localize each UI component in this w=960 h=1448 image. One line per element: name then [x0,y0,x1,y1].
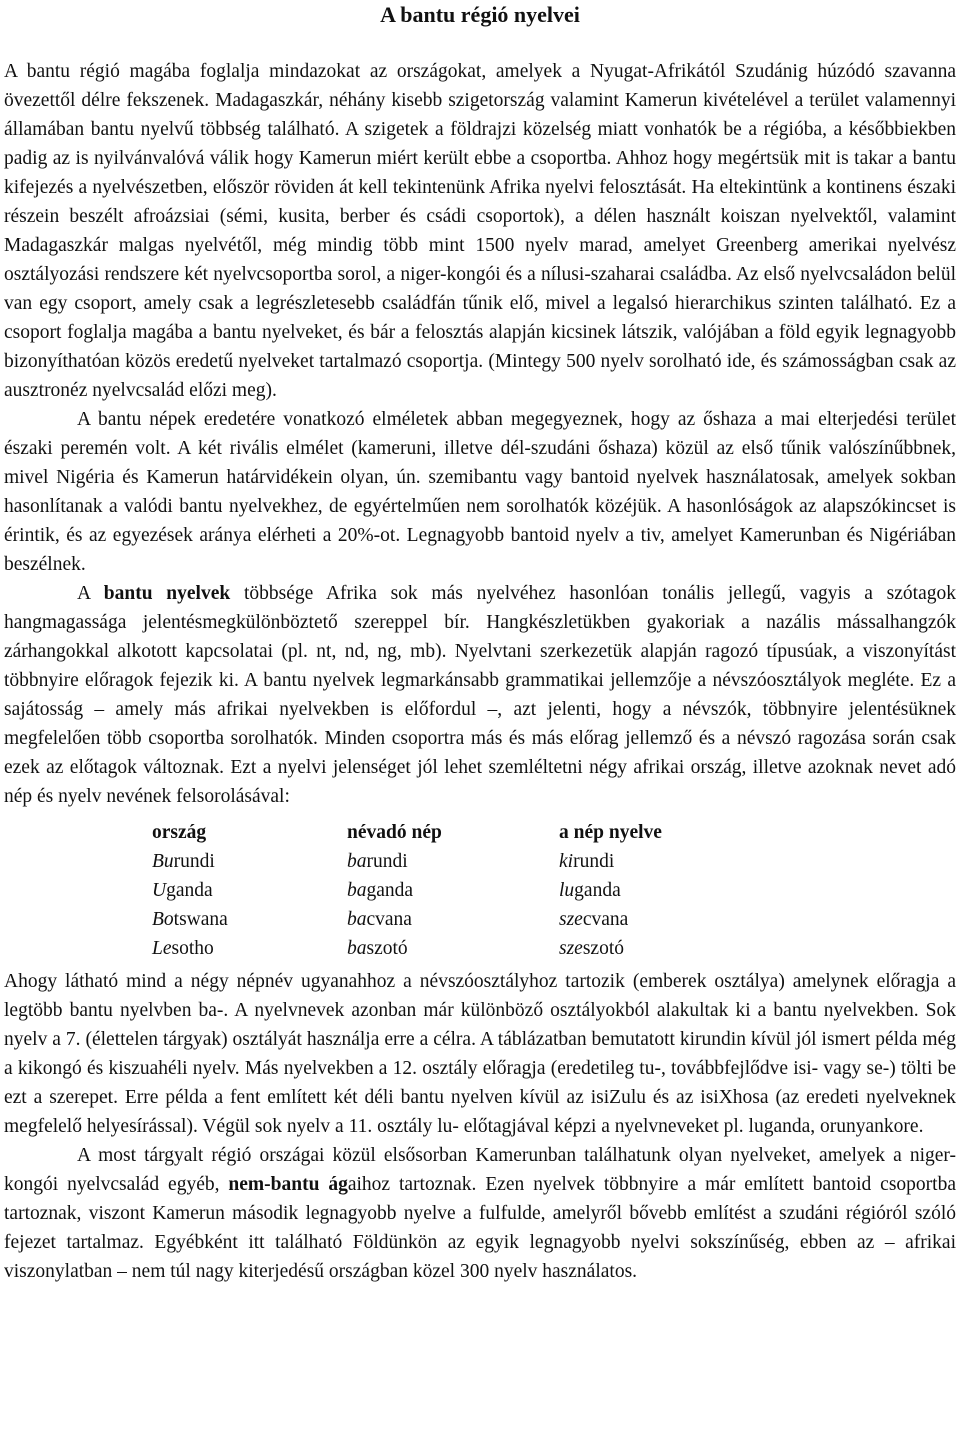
table-cell-country [152,934,347,963]
paragraph-cameroon [4,1141,956,1286]
paragraph-noun-classes: Ahogy látható mind a négy népnév ugyanahhoz a névszóosztályhoz tartozik (emberek osztálya) amelynek előragja a legtöbb bantu nyelvben ba-. A nyelvnevek azonban már különböző osztályokból alakultak ki a bantu nyelvekben. Sok nyelv a 7. (élettelen tárgyak) osztályát használja erre a célra. A táblázatban bemutatott kirundin kívül jól ismert példa még a kikongó és kiszuahéli nyelv. Más nyelvekben a 12. osztály előragja (eredetileg tu-, továbbfejlődve isi- vagy se-) tölti be ezt a szerepet. Erre példa a fent említett két déli bantu nyelven kívül az isiZulu és az isiXhosa (az eredeti nyelveknek megfelelő helyesírással). Végül sok nyelv a 11. osztály lu- előtagjával képzi a nyelvneveket pl. luganda, orunyankore. [4,971,956,1137]
prefix: ki [559,851,574,872]
table-cell-people [347,847,559,876]
table-header-row [152,818,719,847]
stem: rundi [573,851,615,872]
table-cell-country [152,905,347,934]
page-title: A bantu régió nyelvei [380,2,580,27]
paragraph-cameroon-start: A most tárgyalt régió országai közül elsősorban Kamerunban találhatunk olyan nyelveket, amelyek a niger-kongói nyelvcsalád egyéb, [4,1145,956,1195]
prefix: ba [347,880,367,901]
prefix: ba [347,851,367,872]
table-cell-people [347,905,559,934]
stem: rundi [366,851,408,872]
prefix: sze [559,909,583,930]
table-cell-country [152,847,347,876]
stem: cvana [582,909,629,930]
table-cell-language [559,934,719,963]
table-header-people: névadó nép [347,822,442,843]
stem: cvana [366,909,412,930]
paragraph-features-start: A [77,583,104,604]
paragraph-features-rest: többsége Afrika sok más nyelvéhez hasonlóan tonális jellegű, vagyis a szótagok hangmagassága jelentésmegkülönböztető szereppel bír. Hangkészletükben gyakoriak a nazális mássalhangzók zárhangokkal alkotott kapcsolatai (pl. nt, nd, ng, mb). Nyelvtani szerkezetük alapján ragozó típusúak, a viszonyítást többnyire előragok fejezik ki. A bantu nyelvek legmarkánsabb grammatikai jellemzője a névszóosztályok megléte. Ez a sajátosság – amely más afrikai nyelvekben is előfordul –, azt jelenti, hogy a névszók, többnyire jelentésüknek megfelelően több csoportba sorolhatók. Minden csoportra más és más előrag jellemző és a névszó ragozása során csak ezek az előtagok változnak. Ezt a nyelvi jelenséget jól lehet szemléltetni négy afrikai ország, illetve azoknak nevet adó nép és nyelv nevének felsorolásával: [4,583,956,807]
prefix: Le [152,938,172,959]
table-header-country: ország [152,822,207,843]
term-nem-bantu-ag: nem-bantu ág [228,1174,348,1195]
stem: szotó [366,938,408,959]
table-cell-language [559,847,719,876]
prefix: lu [559,880,575,901]
prefix: ba [347,909,367,930]
stem: ganda [166,880,213,901]
table-header-language: a nép nyelve [559,822,662,843]
prefix: U [152,880,167,901]
stem: rundi [173,851,215,872]
table-row [152,905,719,934]
table-row [152,876,719,905]
title-spacer [4,30,956,57]
table-row [152,934,719,963]
stem: tswana [173,909,228,930]
stem: ganda [366,880,414,901]
prefix: Bo [152,909,174,930]
prefix: sze [559,938,583,959]
paragraph-features [4,579,956,811]
table-cell-country [152,876,347,905]
table-cell-people [347,934,559,963]
table-row [152,847,719,876]
paragraph-origin: A bantu népek eredetére vonatkozó elméletek abban megegyeznek, hogy az őshaza a mai elterjedési terület északi peremén volt. A két rivális elmélet (kameruni, illetve dél-szudáni őshaza) közül az első tűnik valószínűbbnek, mivel Nigéria és Kamerun határvidékein olyan, ún. szemibantu vagy bantoid nyelvek használatosak, amelyek sokban hasonlítanak a valódi bantu nyelvekhez, de egyértelműen nem sorolhatók közéjük. A hasonlóságok az alapszókincset is érintik, és az egyezések aránya elérheti a 20%-ot. Legnagyobb bantoid nyelv a tiv, amelyet Kamerunban és Nigériában beszélnek. [4,409,956,575]
table-cell-people [347,876,559,905]
stem: sotho [171,938,214,959]
paragraph-intro: A bantu régió magába foglalja mindazokat az országokat, amelyek a Nyugat-Afrikától Szudánig húzódó szavanna övezettől délre fekszenek. Madagaszkár, néhány kisebb szigetország valamint Kamerun kivételével a terület valamennyi államában bantu nyelvű többség található. A szigetek a földrajzi közelség miatt vonhatók be a régióba, a későbbiekben padig az is nyilvánvalóvá válik hogy Kamerun miért került ebbe a csoportba. Ahhoz hogy megértsük mit is takar a bantu kifejezés a nyelvészetben, először röviden át kell tekintenünk Afrika nyelvi felosztását. Ha eltekintünk a kontinens északi részein beszélt afroázsiai (sémi, kusita, berber és csádi csoportok), a délen használt koiszan nyelvektől, valamint Madagaszkár malgas nyelvétől, még mindig több mint 1500 nyelv marad, amelyet Greenberg amerikai nyelvész osztályozási rendszere két nyelvcsoportba sorol, a niger-kongói és a nílusi-szaharai családba. Az első nyelvcsaládon belül van egy csoport, amely csak a legrészletesebb családfán tűnik elő, mivel a legalsó hierarchikus szinten található. Ez a csoport foglalja magába a bantu nyelveket, és bár a felosztás alapján kicsinek látszik, valójában a föld egyik legnagyobb bizonyíthatóan közös eredetű nyelveket tartalmazó csoportja. (Mintegy 500 nyelv sorolható ide, és számosságban csak az ausztronéz nyelvcsalád előzi meg). [4,61,956,401]
paragraph-cameroon-rest: aihoz tartoznak. Ezen nyelvek többnyire a már említett bantoid csoportba tartoznak, viszont Kamerun második legnagyobb nyelve a fulfulde, amelyről bővebb említést a szudáni régióról szóló fejezet tartalmaz. Egyébként itt található Földünkön az egyik legnagyobb nyelvi sokszínűség, ebben az – afrikai viszonylatban – nem túl nagy kiterjedésű országban közel 300 nyelv használatos. [4,1174,956,1282]
names-table [152,818,719,963]
stem: szotó [582,938,625,959]
stem: ganda [574,880,621,901]
term-bantu-nyelvek: bantu nyelvek [103,583,231,604]
table-cell-language [559,876,719,905]
prefix: Bu [152,851,174,872]
table-cell-language [559,905,719,934]
prefix: ba [347,938,367,959]
